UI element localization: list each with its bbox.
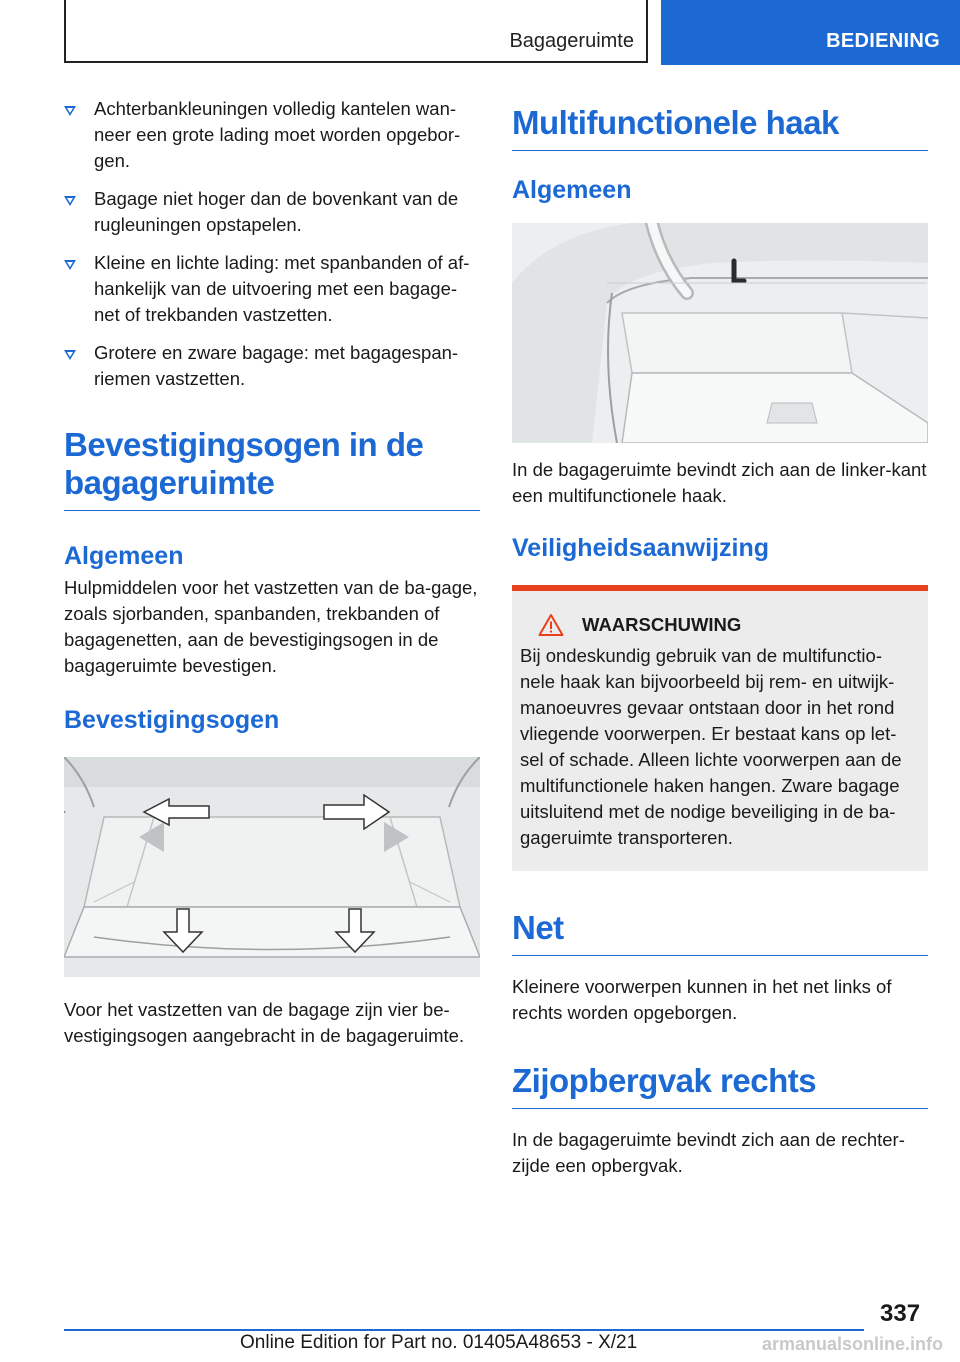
list-item-text: Achterbankleuningen volledig kantelen wan-neer een grote lading moet worden opgebor-gen. bbox=[94, 98, 461, 171]
footer-divider bbox=[64, 1329, 864, 1331]
list-item bbox=[64, 250, 480, 328]
footer-watermark-logo: armanualsonline.info bbox=[762, 1334, 944, 1354]
section-heading-multifunction-hook: Multifunctionele haak bbox=[512, 104, 928, 151]
subheading-tie-down-eyes: Bevestigingsogen bbox=[64, 706, 280, 734]
list-item-text: Bagage niet hoger dan de bovenkant van de rugleuningen opstapelen. bbox=[94, 188, 459, 235]
left-column bbox=[64, 96, 480, 1049]
list-item bbox=[64, 186, 480, 238]
section-heading-net: Net bbox=[512, 909, 928, 956]
subheading-safety: Veiligheidsaanwijzing bbox=[512, 534, 770, 562]
instruction-list bbox=[64, 96, 480, 392]
multifunction-hook-illustration bbox=[512, 223, 928, 443]
page-number: 337 bbox=[880, 1300, 921, 1327]
section-heading-tie-down-eyes bbox=[64, 426, 480, 511]
list-item bbox=[64, 340, 480, 392]
bullet-triangle-icon bbox=[64, 350, 76, 360]
right-column bbox=[512, 96, 928, 1179]
general-paragraph: Hulpmiddelen voor het vastzetten van de ba-gage, zoals sjorbanden, spanbanden, trekbanden of bagagenetten, aan de bevestigingsogen in de bagageruimte bevestigen. bbox=[64, 577, 478, 676]
net-paragraph: Kleinere voorwerpen kunnen in het net links of rechts worden opgeborgen. bbox=[512, 976, 892, 1023]
heading-line: Bevestigingsogen in de bbox=[64, 426, 424, 463]
subheading-general: Algemeen bbox=[512, 176, 632, 204]
bullet-triangle-icon bbox=[64, 260, 76, 270]
heading-line: bagageruimte bbox=[64, 464, 275, 501]
subheading-general: Algemeen bbox=[64, 542, 184, 570]
header-chapter-tab bbox=[661, 0, 960, 65]
hook-illustration-svg bbox=[512, 223, 928, 443]
list-item-text: Kleine en lichte lading: met spanbanden of af-hankelijk van de uitvoering met een bagage-net of trekbanden vastzetten. bbox=[94, 252, 470, 325]
trunk-illustration-svg bbox=[64, 757, 480, 977]
trunk-tie-down-eyes-illustration bbox=[64, 757, 480, 977]
bullet-triangle-icon bbox=[64, 196, 76, 206]
header-section-title: Bagageruimte bbox=[509, 30, 634, 52]
footer-edition-text: Online Edition for Part no. 01405A48653 - X/21 bbox=[240, 1332, 638, 1353]
hook-paragraph: In de bagageruimte bevindt zich aan de linker-kant een multifunctionele haak. bbox=[512, 459, 927, 506]
warning-box bbox=[512, 585, 928, 871]
list-item-text: Grotere en zware bagage: met bagagespan-riemen vastzetten. bbox=[94, 342, 459, 389]
bullet-triangle-icon bbox=[64, 106, 76, 116]
list-item bbox=[64, 96, 480, 174]
warning-text: Bij ondeskundig gebruik van de multifunctio-nele haak kan bijvoorbeeld bij rem- en uitwijk-manoeuvres gevaar ontstaan door in het rond vliegende voorwerpen. Er bestaat kans op let-sel of schade. Alleen lichte voorwerpen aan de multifunctionele haken hangen. Zware bagage uitsluitend met de nodige beveiliging in de ba-gageruimte transporteren. bbox=[520, 645, 902, 848]
warning-title: WAARSCHUWING bbox=[582, 614, 742, 635]
header-chapter-title: BEDIENING bbox=[826, 30, 940, 52]
warning-triangle-icon bbox=[538, 613, 564, 637]
side-compartment-paragraph: In de bagageruimte bevindt zich aan de rechter-zijde een opbergvak. bbox=[512, 1129, 905, 1176]
section-heading-side-compartment: Zijopbergvak rechts bbox=[512, 1062, 928, 1109]
header-left-frame bbox=[64, 0, 648, 63]
warning-title-row bbox=[520, 613, 912, 637]
tie-down-eyes-paragraph: Voor het vastzetten van de bagage zijn vier be-vestigingsogen aangebracht in de bagageruimte. bbox=[64, 999, 465, 1046]
